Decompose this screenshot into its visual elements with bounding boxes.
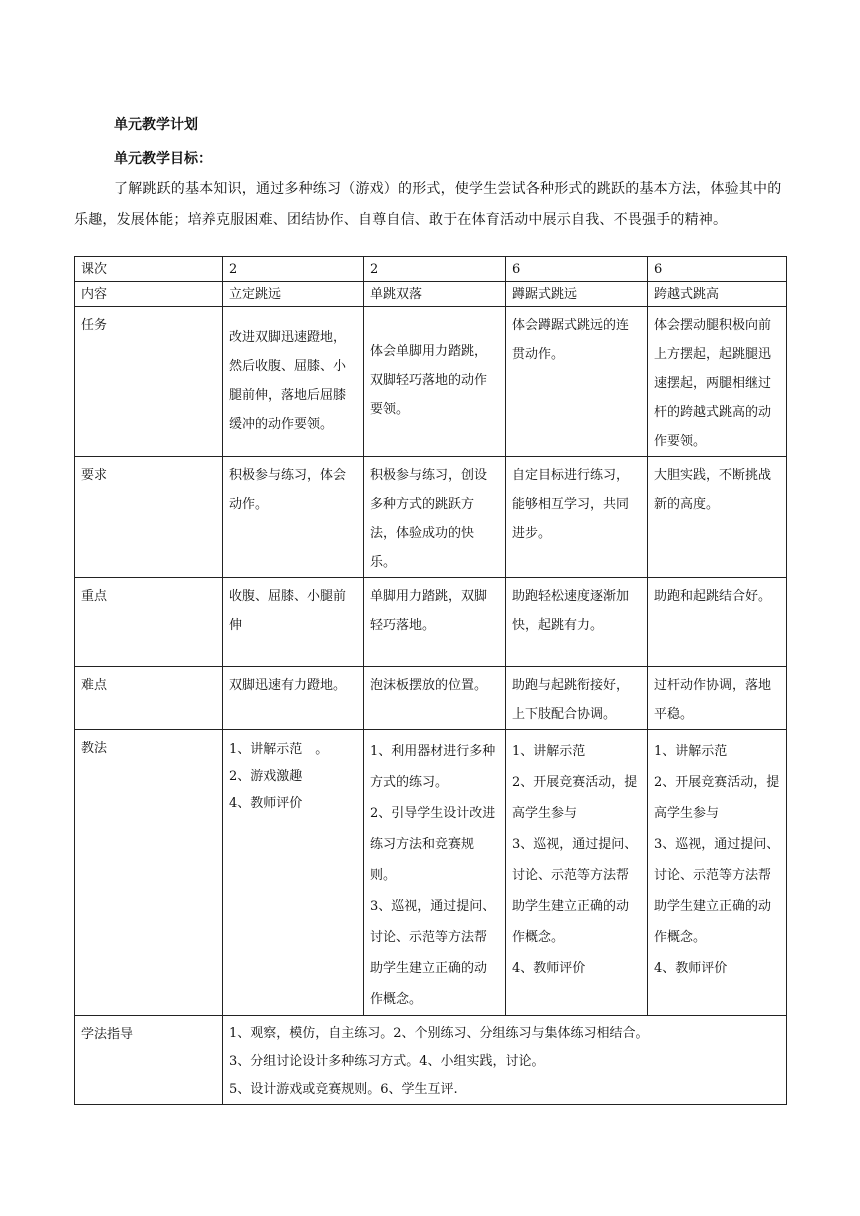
- content-cell: 跨越式跳高: [648, 282, 787, 307]
- method-cell: [364, 730, 506, 1016]
- method-item: 3、巡视，通过提问、讨论、示范等方法帮助学生建立正确的动作概念。: [654, 837, 780, 945]
- objectives-paragraph: 了解跳跃的基本知识，通过多种练习（游戏）的形式，使学生尝试各种形式的跳跃的基本方法，体验其中的乐趣，发展体能；培养克服困难、团结协作、自尊自信、敢于在体育活动中展示自我、不畏强手的精神。: [74, 181, 782, 228]
- content-cell: 立定跳远: [223, 282, 364, 307]
- method-cell: [223, 730, 364, 1016]
- method-cell: [648, 730, 787, 1016]
- table-row-task: [75, 307, 787, 457]
- method-item: 3、巡视，通过提问、讨论、示范等方法帮助学生建立正确的动作概念。: [370, 899, 496, 1007]
- row-label-key-point: 重点: [75, 578, 223, 667]
- difficulty-cell: 双脚迅速有力蹬地。: [223, 667, 364, 730]
- difficulty-cell: 过杆动作协调，落地平稳。: [648, 667, 787, 730]
- row-label-lessons: 课次: [75, 257, 223, 282]
- row-label-content: 内容: [75, 282, 223, 307]
- difficulty-cell: 泡沫板摆放的位置。: [364, 667, 506, 730]
- task-cell: 体会蹲踞式跳远的连贯动作。: [506, 307, 648, 457]
- key-point-cell: 单脚用力踏跳，双脚轻巧落地。: [364, 578, 506, 667]
- method-item: 2、开展竞赛活动，提高学生参与: [654, 775, 780, 821]
- lessons-cell: 2: [223, 257, 364, 282]
- requirement-cell: 积极参与练习，体会动作。: [223, 457, 364, 578]
- method-item: 1、利用器材进行多种方式的练习。: [370, 744, 496, 790]
- difficulty-cell: 助跑与起跳衔接好，上下肢配合协调。: [506, 667, 648, 730]
- table-row-difficulty: [75, 667, 787, 730]
- content-cell: 单跳双落: [364, 282, 506, 307]
- row-label-guide: 学法指导: [75, 1016, 223, 1105]
- lessons-cell: 2: [364, 257, 506, 282]
- method-item: 2、引导学生设计改进练习方法和竞赛规则。: [370, 806, 496, 883]
- guide-line: 3、分组讨论设计多种练习方式。4、小组实践，讨论。: [229, 1054, 545, 1069]
- table-row-key-point: [75, 578, 787, 667]
- table-row-lessons: [75, 257, 787, 282]
- method-item: 2、游戏激趣: [229, 769, 303, 784]
- method-item: 4、教师评价: [512, 961, 586, 976]
- row-label-difficulty: 难点: [75, 667, 223, 730]
- guide-line: 5、设计游戏或竞赛规则。6、学生互评.: [229, 1082, 458, 1097]
- lessons-cell: 6: [506, 257, 648, 282]
- method-item: 4、教师评价: [229, 796, 303, 811]
- task-cell: 改进双脚迅速蹬地，然后收腹、屈膝、小腿前伸，落地后屈膝缓冲的动作要领。: [223, 307, 364, 457]
- method-cell: [506, 730, 648, 1016]
- task-cell: 体会单脚用力踏跳，双脚轻巧落地的动作要领。: [364, 307, 506, 457]
- method-item: 3、巡视，通过提问、讨论、示范等方法帮助学生建立正确的动作概念。: [512, 837, 638, 945]
- method-item: 1、讲解示范: [654, 744, 728, 759]
- guide-line: 1、观察，模仿，自主练习。2、个别练习、分组练习与集体练习相结合。: [229, 1026, 649, 1041]
- method-item: 1、讲解示范 。: [229, 742, 329, 757]
- document-heading: 单元教学计划: [114, 117, 198, 133]
- row-label-requirement: 要求: [75, 457, 223, 578]
- table-row-requirement: [75, 457, 787, 578]
- lessons-cell: 6: [648, 257, 787, 282]
- key-point-cell: 助跑轻松速度逐渐加快，起跳有力。: [506, 578, 648, 667]
- requirement-cell: 自定目标进行练习，能够相互学习，共同进步。: [506, 457, 648, 578]
- table-row-content: [75, 282, 787, 307]
- row-label-task: 任务: [75, 307, 223, 457]
- method-item: 4、教师评价: [654, 961, 728, 976]
- key-point-cell: 收腹、屈膝、小腿前伸: [223, 578, 364, 667]
- key-point-cell: 助跑和起跳结合好。: [648, 578, 787, 667]
- guide-cell: [223, 1016, 787, 1105]
- requirement-cell: 大胆实践，不断挑战新的高度。: [648, 457, 787, 578]
- table-row-method: [75, 730, 787, 1016]
- objectives-heading: 单元教学目标：: [114, 151, 212, 167]
- task-cell: 体会摆动腿积极向前上方摆起，起跳腿迅速摆起，两腿相继过杆的跨越式跳高的动作要领。: [648, 307, 787, 457]
- table-row-guide: [75, 1016, 787, 1105]
- method-item: 1、讲解示范: [512, 744, 586, 759]
- requirement-cell: 积极参与练习，创设多种方式的跳跃方法，体验成功的快乐。: [364, 457, 506, 578]
- row-label-method: 教法: [75, 730, 223, 1016]
- content-cell: 蹲踞式跳远: [506, 282, 648, 307]
- unit-plan-table: [74, 256, 787, 1105]
- method-item: 2、开展竞赛活动，提高学生参与: [512, 775, 638, 821]
